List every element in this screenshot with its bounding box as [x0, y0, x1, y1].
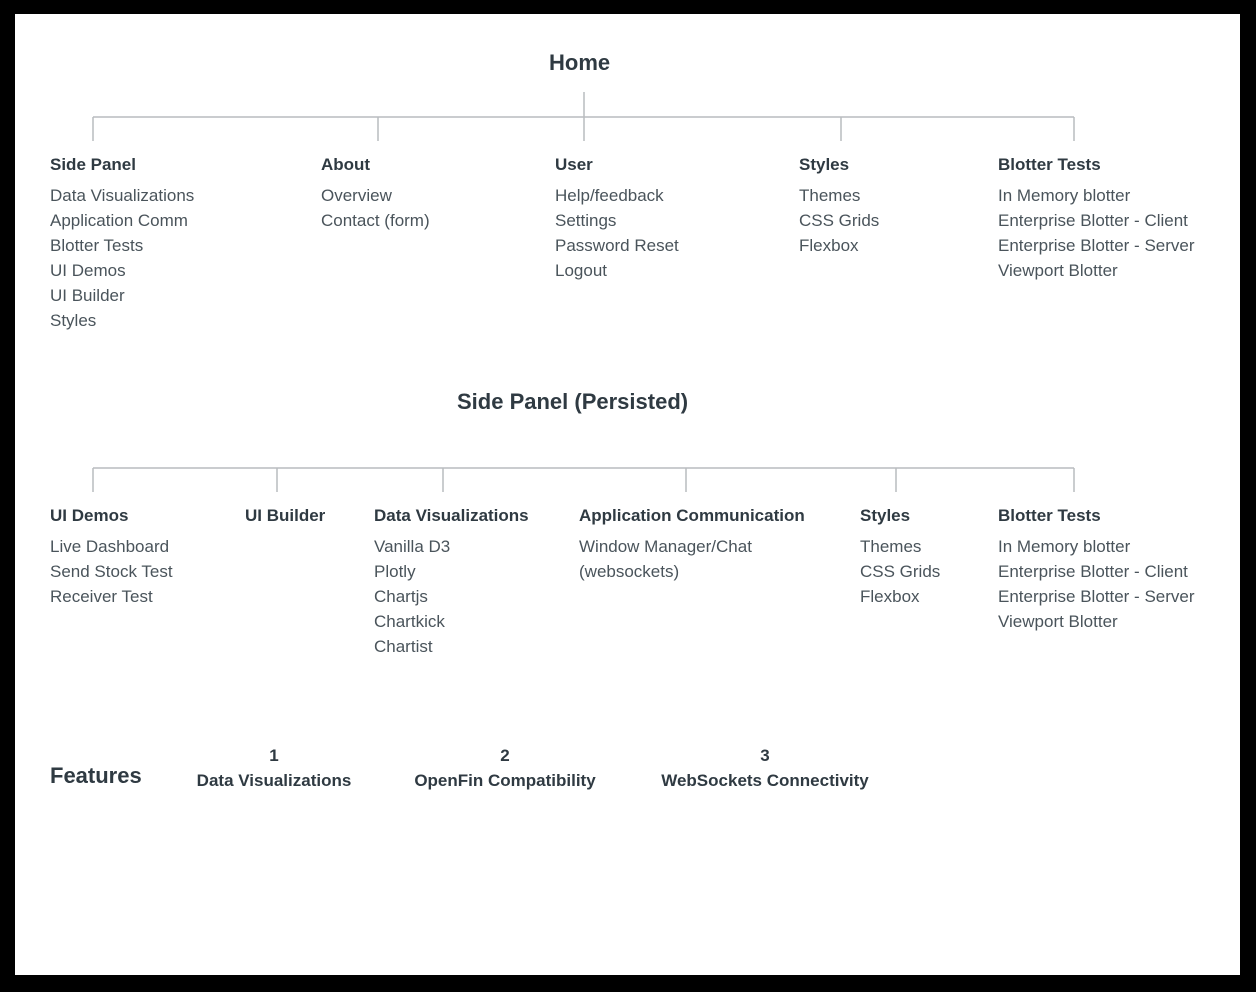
home-title: Home [549, 50, 611, 75]
list-item[interactable]: Vanilla D3 [374, 537, 451, 556]
group-heading: Side Panel [50, 155, 136, 174]
list-item[interactable]: CSS Grids [860, 562, 941, 581]
list-item[interactable]: Viewport Blotter [998, 612, 1118, 631]
group-item-list [799, 183, 879, 258]
side-panel-group-data-visualizations [374, 506, 529, 659]
home-group-styles [799, 155, 879, 258]
list-item[interactable]: Chartkick [374, 612, 445, 631]
features-title: Features [50, 763, 142, 788]
side-panel-group-application-communication [579, 506, 805, 584]
list-item[interactable]: Chartist [374, 637, 433, 656]
list-item[interactable]: Flexbox [799, 236, 859, 255]
list-item[interactable]: In Memory blotter [998, 537, 1131, 556]
group-heading: UI Demos [50, 506, 129, 525]
feature-number: 1 [269, 746, 279, 765]
list-item[interactable]: Data Visualizations [50, 186, 195, 205]
feature-openfin-compatibility [414, 743, 595, 793]
feature-number: 3 [760, 746, 770, 765]
feature-label: Data Visualizations [196, 771, 352, 790]
group-item-list [860, 534, 940, 609]
group-item-list [555, 183, 679, 283]
group-heading: Application Communication [579, 506, 805, 525]
list-item[interactable]: Themes [799, 186, 861, 205]
home-group-about [321, 155, 430, 233]
list-item[interactable]: Application Comm [50, 211, 188, 230]
group-heading: Data Visualizations [374, 506, 529, 525]
list-item[interactable]: Enterprise Blotter - Client [998, 211, 1188, 230]
group-item-list [374, 534, 529, 659]
group-heading: Styles [860, 506, 911, 525]
group-item-list [50, 534, 173, 609]
list-item[interactable]: Window Manager/Chat [579, 537, 752, 556]
list-item[interactable]: UI Builder [50, 286, 125, 305]
list-item[interactable]: Overview [321, 186, 392, 205]
list-item[interactable]: Flexbox [860, 587, 920, 606]
side-panel-group-styles [860, 506, 940, 609]
group-heading: Styles [799, 155, 850, 174]
list-item[interactable]: In Memory blotter [998, 186, 1131, 205]
feature-label: WebSockets Connectivity [661, 771, 869, 790]
list-item[interactable]: Enterprise Blotter - Server [998, 587, 1195, 606]
side-panel-title: Side Panel (Persisted) [457, 389, 689, 414]
list-item[interactable]: Viewport Blotter [998, 261, 1118, 280]
group-heading: UI Builder [245, 506, 326, 525]
list-item[interactable]: (websockets) [579, 562, 680, 581]
list-item[interactable]: Settings [555, 211, 617, 230]
list-item[interactable]: CSS Grids [799, 211, 880, 230]
list-item[interactable]: Receiver Test [50, 587, 153, 606]
side-panel-group-ui-demos [50, 506, 173, 609]
list-item[interactable]: Plotly [374, 562, 416, 581]
group-item-list [321, 183, 430, 233]
list-item[interactable]: Password Reset [555, 236, 679, 255]
list-item[interactable]: Send Stock Test [50, 562, 173, 581]
side-panel-group-blotter-tests [998, 506, 1195, 634]
home-group-side-panel [50, 155, 194, 333]
group-item-list [998, 183, 1195, 283]
list-item[interactable]: Logout [555, 261, 607, 280]
list-item[interactable]: Enterprise Blotter - Server [998, 236, 1195, 255]
group-heading: Blotter Tests [998, 506, 1101, 525]
group-item-list [998, 534, 1195, 634]
group-item-list [50, 183, 194, 333]
list-item[interactable]: Blotter Tests [50, 236, 144, 255]
feature-websockets-connectivity [661, 743, 869, 793]
sitemap-canvas [15, 14, 1240, 975]
list-item[interactable]: Styles [50, 311, 97, 330]
side-panel-group-ui-builder [245, 506, 325, 534]
feature-number: 2 [500, 746, 510, 765]
group-heading: About [321, 155, 371, 174]
list-item[interactable]: Contact (form) [321, 211, 430, 230]
home-group-blotter-tests [998, 155, 1195, 283]
feature-label: OpenFin Compatibility [414, 771, 596, 790]
feature-data-visualizations [197, 743, 352, 793]
list-item[interactable]: Chartjs [374, 587, 428, 606]
list-item[interactable]: Enterprise Blotter - Client [998, 562, 1188, 581]
list-item[interactable]: UI Demos [50, 261, 126, 280]
group-heading: Blotter Tests [998, 155, 1101, 174]
group-heading: User [555, 155, 593, 174]
list-item[interactable]: Help/feedback [555, 186, 664, 205]
list-item[interactable]: Themes [860, 537, 922, 556]
home-group-user [555, 155, 679, 283]
group-item-list [579, 534, 805, 584]
list-item[interactable]: Live Dashboard [50, 537, 170, 556]
